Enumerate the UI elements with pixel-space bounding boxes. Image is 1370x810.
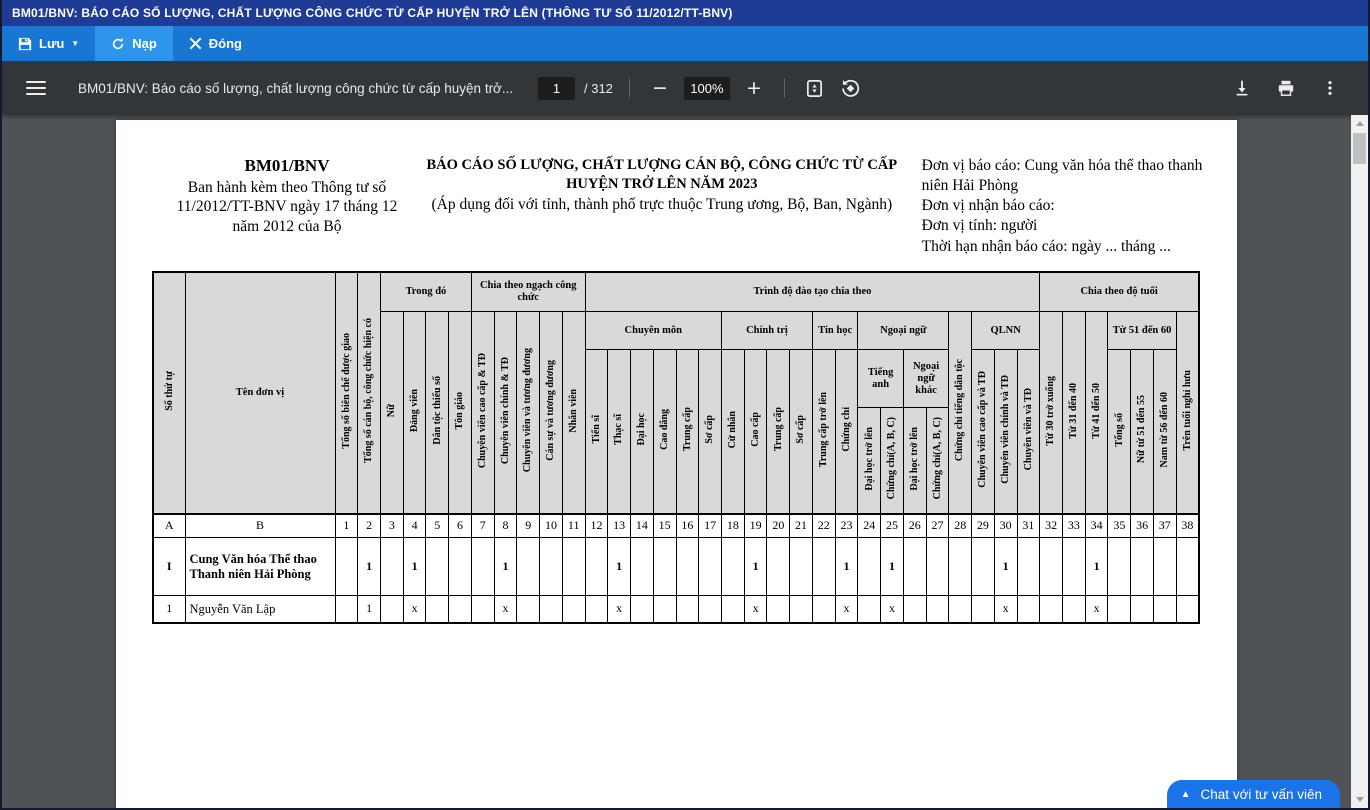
index-cell: 26 bbox=[903, 514, 926, 538]
column-header: Số thứ tự bbox=[153, 272, 185, 514]
column-header: Đại học trở lên bbox=[858, 408, 881, 514]
column-header: Tiến sĩ bbox=[585, 350, 608, 514]
column-header: Trình độ đào tạo chia theo bbox=[585, 272, 1040, 312]
column-header: Trung cấp bbox=[767, 350, 790, 514]
info-line: Đơn vị nhận báo cáo: bbox=[921, 197, 1055, 215]
more-options-button[interactable] bbox=[1316, 74, 1344, 102]
data-cell bbox=[1063, 596, 1086, 623]
column-header: Cán sự và tương đương bbox=[540, 312, 563, 514]
data-cell: x bbox=[403, 596, 426, 623]
column-header: Ngoại ngữ khác bbox=[903, 350, 948, 408]
zoom-out-button[interactable] bbox=[646, 74, 674, 102]
column-header: Cao cấp bbox=[744, 350, 767, 514]
index-cell: 37 bbox=[1153, 514, 1176, 538]
caret-down-icon: ▼ bbox=[71, 38, 80, 48]
column-header: Chuyên môn bbox=[585, 312, 721, 350]
column-header: Ngoại ngữ bbox=[858, 312, 949, 350]
data-cell bbox=[631, 538, 654, 596]
data-cell bbox=[449, 596, 472, 623]
fit-page-button[interactable] bbox=[801, 74, 829, 102]
column-header: Từ 51 đến 60 bbox=[1108, 312, 1176, 350]
data-cell: 1 bbox=[881, 538, 904, 596]
data-cell: 1 bbox=[608, 538, 631, 596]
index-cell: 17 bbox=[699, 514, 722, 538]
index-cell: 10 bbox=[540, 514, 563, 538]
report-table bbox=[152, 271, 1200, 624]
data-cell bbox=[926, 596, 949, 623]
data-cell bbox=[449, 538, 472, 596]
data-cell bbox=[858, 596, 881, 623]
pdf-page bbox=[116, 120, 1237, 808]
data-cell bbox=[676, 596, 699, 623]
row-number-cell: 1 bbox=[153, 596, 185, 623]
data-cell bbox=[949, 596, 972, 623]
page-count: / 312 bbox=[584, 80, 613, 96]
window-title: BM01/BNV: BÁO CÁO SỐ LƯỢNG, CHẤT LƯỢNG CÔNG CHỨC TỪ CẤP HUYỆN TRỞ LÊN (THÔNG TƯ SỐ 11/2012/TT-BNV) bbox=[12, 6, 733, 20]
column-header: Tổng số bbox=[1108, 350, 1131, 514]
document-header bbox=[116, 120, 1237, 257]
column-header: Chính trị bbox=[721, 312, 812, 350]
column-header: Từ 31 đến 40 bbox=[1063, 312, 1086, 514]
column-header: Cao đẳng bbox=[653, 350, 676, 514]
form-note: Ban hành kèm theo Thông tư số 11/2012/TT-BNV ngày 17 tháng 12 năm 2012 của Bộ bbox=[176, 179, 398, 235]
data-cell bbox=[1063, 538, 1086, 596]
data-cell bbox=[1040, 596, 1063, 623]
save-icon bbox=[18, 37, 32, 51]
column-header: Từ 30 trở xuống bbox=[1040, 312, 1063, 514]
data-cell: x bbox=[881, 596, 904, 623]
data-cell bbox=[540, 538, 563, 596]
data-cell bbox=[972, 538, 995, 596]
plus-icon: + bbox=[745, 76, 762, 99]
save-button[interactable]: Lưu ▼ bbox=[2, 26, 95, 61]
info-line: Đơn vị báo cáo: Cung văn hóa thể thao thanh niên Hải Phòng bbox=[921, 157, 1203, 195]
index-cell: 8 bbox=[494, 514, 517, 538]
index-cell: 36 bbox=[1131, 514, 1154, 538]
index-cell: 31 bbox=[1017, 514, 1040, 538]
index-cell: 20 bbox=[767, 514, 790, 538]
column-header: Chuyên viên chính và TĐ bbox=[994, 350, 1017, 514]
data-cell bbox=[676, 538, 699, 596]
column-header: QLNN bbox=[972, 312, 1040, 350]
index-cell: 5 bbox=[426, 514, 449, 538]
column-header: Chứng chỉ bbox=[835, 350, 858, 514]
data-cell bbox=[517, 538, 540, 596]
column-header: Nam từ 56 đến 60 bbox=[1153, 350, 1176, 514]
data-cell bbox=[699, 538, 722, 596]
data-cell bbox=[767, 538, 790, 596]
index-cell: B bbox=[185, 514, 335, 538]
pdf-viewport[interactable] bbox=[2, 115, 1368, 808]
data-cell bbox=[471, 538, 494, 596]
data-cell bbox=[1176, 538, 1199, 596]
data-cell bbox=[790, 596, 813, 623]
column-header: Chuyên viên cao cấp & TĐ bbox=[471, 312, 494, 514]
column-header: Chuyên viên chính & TĐ bbox=[494, 312, 517, 514]
toolbar-divider bbox=[629, 78, 630, 98]
more-vertical-icon bbox=[1321, 79, 1339, 97]
unit-name-cell: Nguyễn Văn Lập bbox=[185, 596, 335, 623]
zoom-level: 100% bbox=[684, 77, 730, 100]
reload-button[interactable]: Nạp bbox=[95, 26, 173, 61]
index-cell: 15 bbox=[653, 514, 676, 538]
column-header: Tên đơn vị bbox=[185, 272, 335, 514]
data-cell bbox=[335, 596, 358, 623]
index-cell: 21 bbox=[790, 514, 813, 538]
page-number-input[interactable] bbox=[538, 77, 575, 100]
row-number-cell: I bbox=[153, 538, 185, 596]
column-header: Tổng số biên chế được giao bbox=[335, 272, 358, 514]
data-cell: 1 bbox=[358, 538, 381, 596]
pdf-toolbar bbox=[2, 61, 1368, 115]
data-cell bbox=[699, 596, 722, 623]
arrow-down-icon bbox=[1356, 797, 1364, 802]
index-cell: 35 bbox=[1108, 514, 1131, 538]
download-icon bbox=[1233, 79, 1251, 97]
index-cell: 32 bbox=[1040, 514, 1063, 538]
column-header: Tôn giáo bbox=[449, 312, 472, 514]
data-cell: x bbox=[1085, 596, 1108, 623]
info-line: Thời hạn nhận báo cáo: ngày ... tháng ... bbox=[921, 237, 1171, 255]
index-cell: 7 bbox=[471, 514, 494, 538]
index-cell: A bbox=[153, 514, 185, 538]
data-cell: x bbox=[994, 596, 1017, 623]
close-button[interactable]: Đóng bbox=[173, 26, 258, 61]
column-header: Trung cấp trở lên bbox=[812, 350, 835, 514]
index-cell: 2 bbox=[358, 514, 381, 538]
column-header: Tin học bbox=[812, 312, 857, 350]
data-cell bbox=[517, 596, 540, 623]
index-cell: 3 bbox=[380, 514, 403, 538]
index-cell: 28 bbox=[949, 514, 972, 538]
index-cell: 1 bbox=[335, 514, 358, 538]
column-header: Chứng chỉ(A, B, C) bbox=[926, 408, 949, 514]
data-cell bbox=[790, 538, 813, 596]
index-cell: 25 bbox=[881, 514, 904, 538]
toolbar-divider bbox=[784, 78, 785, 98]
column-header: Chia theo độ tuổi bbox=[1040, 272, 1199, 312]
data-cell: 1 bbox=[494, 538, 517, 596]
fit-page-icon bbox=[805, 79, 824, 98]
rotate-icon bbox=[841, 79, 860, 98]
column-header: Đại học trở lên bbox=[903, 408, 926, 514]
column-header: Chứng chỉ tiếng dân tộc bbox=[949, 312, 972, 514]
menu-button[interactable] bbox=[26, 81, 46, 95]
print-icon bbox=[1277, 79, 1295, 97]
data-cell: 1 bbox=[835, 538, 858, 596]
hamburger-icon bbox=[26, 81, 46, 83]
index-cell: 24 bbox=[858, 514, 881, 538]
data-cell bbox=[335, 538, 358, 596]
index-cell: 19 bbox=[744, 514, 767, 538]
chat-button[interactable] bbox=[1167, 780, 1340, 808]
data-cell bbox=[540, 596, 563, 623]
data-cell bbox=[426, 538, 449, 596]
data-cell bbox=[1040, 538, 1063, 596]
data-cell: x bbox=[494, 596, 517, 623]
data-cell bbox=[380, 596, 403, 623]
data-cell bbox=[562, 596, 585, 623]
column-header: Sơ cấp bbox=[699, 350, 722, 514]
data-cell bbox=[812, 596, 835, 623]
index-cell: 13 bbox=[608, 514, 631, 538]
data-cell bbox=[471, 596, 494, 623]
scrollbar-thumb[interactable] bbox=[1353, 133, 1366, 164]
column-header: Chuyên viên và tương đương bbox=[517, 312, 540, 514]
column-header: Đảng viên bbox=[403, 312, 426, 514]
data-cell bbox=[585, 596, 608, 623]
index-cell: 33 bbox=[1063, 514, 1086, 538]
vertical-scrollbar[interactable] bbox=[1351, 115, 1368, 808]
report-title: BÁO CÁO SỐ LƯỢNG, CHẤT LƯỢNG CÁN BỘ, CÔNG CHỨC TỪ CẤP HUYỆN TRỞ LÊN NĂM 2023 bbox=[426, 157, 898, 192]
data-cell bbox=[721, 538, 744, 596]
data-cell: 1 bbox=[358, 596, 381, 623]
zoom-in-button[interactable] bbox=[740, 74, 768, 102]
data-cell bbox=[631, 596, 654, 623]
minus-icon: − bbox=[651, 76, 668, 99]
data-cell bbox=[903, 596, 926, 623]
report-subtitle: (Áp dụng đối với tỉnh, thành phố trực thuộc Trung ương, Bộ, Ban, Ngành) bbox=[431, 195, 893, 213]
index-cell: 27 bbox=[926, 514, 949, 538]
data-cell: x bbox=[835, 596, 858, 623]
data-cell bbox=[972, 596, 995, 623]
column-header: Đại học bbox=[631, 350, 654, 514]
column-header: Trong đó bbox=[380, 272, 471, 312]
scroll-down-button[interactable] bbox=[1351, 791, 1368, 808]
column-header: Từ 41 đến 50 bbox=[1085, 312, 1108, 514]
data-cell bbox=[858, 538, 881, 596]
data-cell bbox=[721, 596, 744, 623]
data-cell bbox=[1176, 596, 1199, 623]
data-cell: x bbox=[608, 596, 631, 623]
data-cell: x bbox=[744, 596, 767, 623]
data-cell bbox=[1017, 596, 1040, 623]
index-cell: 6 bbox=[449, 514, 472, 538]
data-cell: 1 bbox=[1085, 538, 1108, 596]
data-cell: 1 bbox=[994, 538, 1017, 596]
index-cell: 30 bbox=[994, 514, 1017, 538]
print-button[interactable] bbox=[1272, 74, 1300, 102]
data-cell bbox=[562, 538, 585, 596]
column-header: Thạc sĩ bbox=[608, 350, 631, 514]
arrow-up-icon bbox=[1356, 121, 1364, 126]
data-cell bbox=[653, 596, 676, 623]
data-cell bbox=[1131, 538, 1154, 596]
column-header: Chuyên viên và TĐ bbox=[1017, 350, 1040, 514]
data-cell bbox=[585, 538, 608, 596]
data-cell: 1 bbox=[744, 538, 767, 596]
close-icon bbox=[189, 37, 202, 50]
data-cell bbox=[903, 538, 926, 596]
data-cell bbox=[1153, 596, 1176, 623]
data-cell bbox=[380, 538, 403, 596]
column-header: Tiếng anh bbox=[858, 350, 903, 408]
index-cell: 14 bbox=[631, 514, 654, 538]
index-cell: 16 bbox=[676, 514, 699, 538]
data-cell bbox=[1131, 596, 1154, 623]
pdf-document-title: BM01/BNV: Báo cáo số lượng, chất lượng công chức từ cấp huyện trở... bbox=[78, 80, 514, 96]
data-cell bbox=[653, 538, 676, 596]
refresh-icon bbox=[111, 37, 125, 51]
data-cell bbox=[1108, 538, 1131, 596]
index-cell: 38 bbox=[1176, 514, 1199, 538]
index-cell: 22 bbox=[812, 514, 835, 538]
column-header: Trên tuổi nghỉ hưu bbox=[1176, 312, 1199, 514]
index-cell: 11 bbox=[562, 514, 585, 538]
index-cell: 12 bbox=[585, 514, 608, 538]
index-cell: 18 bbox=[721, 514, 744, 538]
data-cell: 1 bbox=[403, 538, 426, 596]
index-cell: 29 bbox=[972, 514, 995, 538]
window-titlebar bbox=[2, 0, 1368, 26]
column-header: Trung cấp bbox=[676, 350, 699, 514]
data-cell bbox=[1017, 538, 1040, 596]
index-cell: 9 bbox=[517, 514, 540, 538]
app-toolbar bbox=[2, 26, 1368, 61]
info-line: Đơn vị tính: người bbox=[921, 217, 1038, 235]
report-info bbox=[922, 156, 1227, 257]
index-cell: 34 bbox=[1085, 514, 1108, 538]
index-cell: 23 bbox=[835, 514, 858, 538]
column-header: Chia theo ngạch công chức bbox=[471, 272, 585, 312]
data-cell bbox=[426, 596, 449, 623]
column-header: Cử nhân bbox=[721, 350, 744, 514]
column-header: Dân tộc thiểu số bbox=[426, 312, 449, 514]
scroll-up-button[interactable] bbox=[1351, 115, 1368, 132]
column-header: Tổng số cán bộ, công chức hiện có bbox=[358, 272, 381, 514]
column-header: Nhân viên bbox=[562, 312, 585, 514]
download-button[interactable] bbox=[1228, 74, 1256, 102]
data-cell bbox=[767, 596, 790, 623]
chat-button-label: Chat với tư vấn viên bbox=[1200, 786, 1322, 802]
data-cell bbox=[949, 538, 972, 596]
data-cell bbox=[1108, 596, 1131, 623]
column-header: Nữ bbox=[380, 312, 403, 514]
column-header: Sơ cấp bbox=[790, 350, 813, 514]
unit-name-cell: Cung Văn hóa Thể thao Thanh niên Hải Phòng bbox=[185, 538, 335, 596]
data-cell bbox=[812, 538, 835, 596]
rotate-button[interactable] bbox=[837, 74, 865, 102]
column-header: Chứng chỉ(A, B, C) bbox=[881, 408, 904, 514]
index-cell: 4 bbox=[403, 514, 426, 538]
chevron-up-icon: ▲ bbox=[1180, 788, 1191, 800]
data-cell bbox=[926, 538, 949, 596]
column-header: Chuyên viên cao cấp và TĐ bbox=[972, 350, 995, 514]
column-header: Nữ từ 51 đến 55 bbox=[1131, 350, 1154, 514]
data-cell bbox=[1153, 538, 1176, 596]
form-code: BM01/BNV bbox=[244, 156, 330, 175]
